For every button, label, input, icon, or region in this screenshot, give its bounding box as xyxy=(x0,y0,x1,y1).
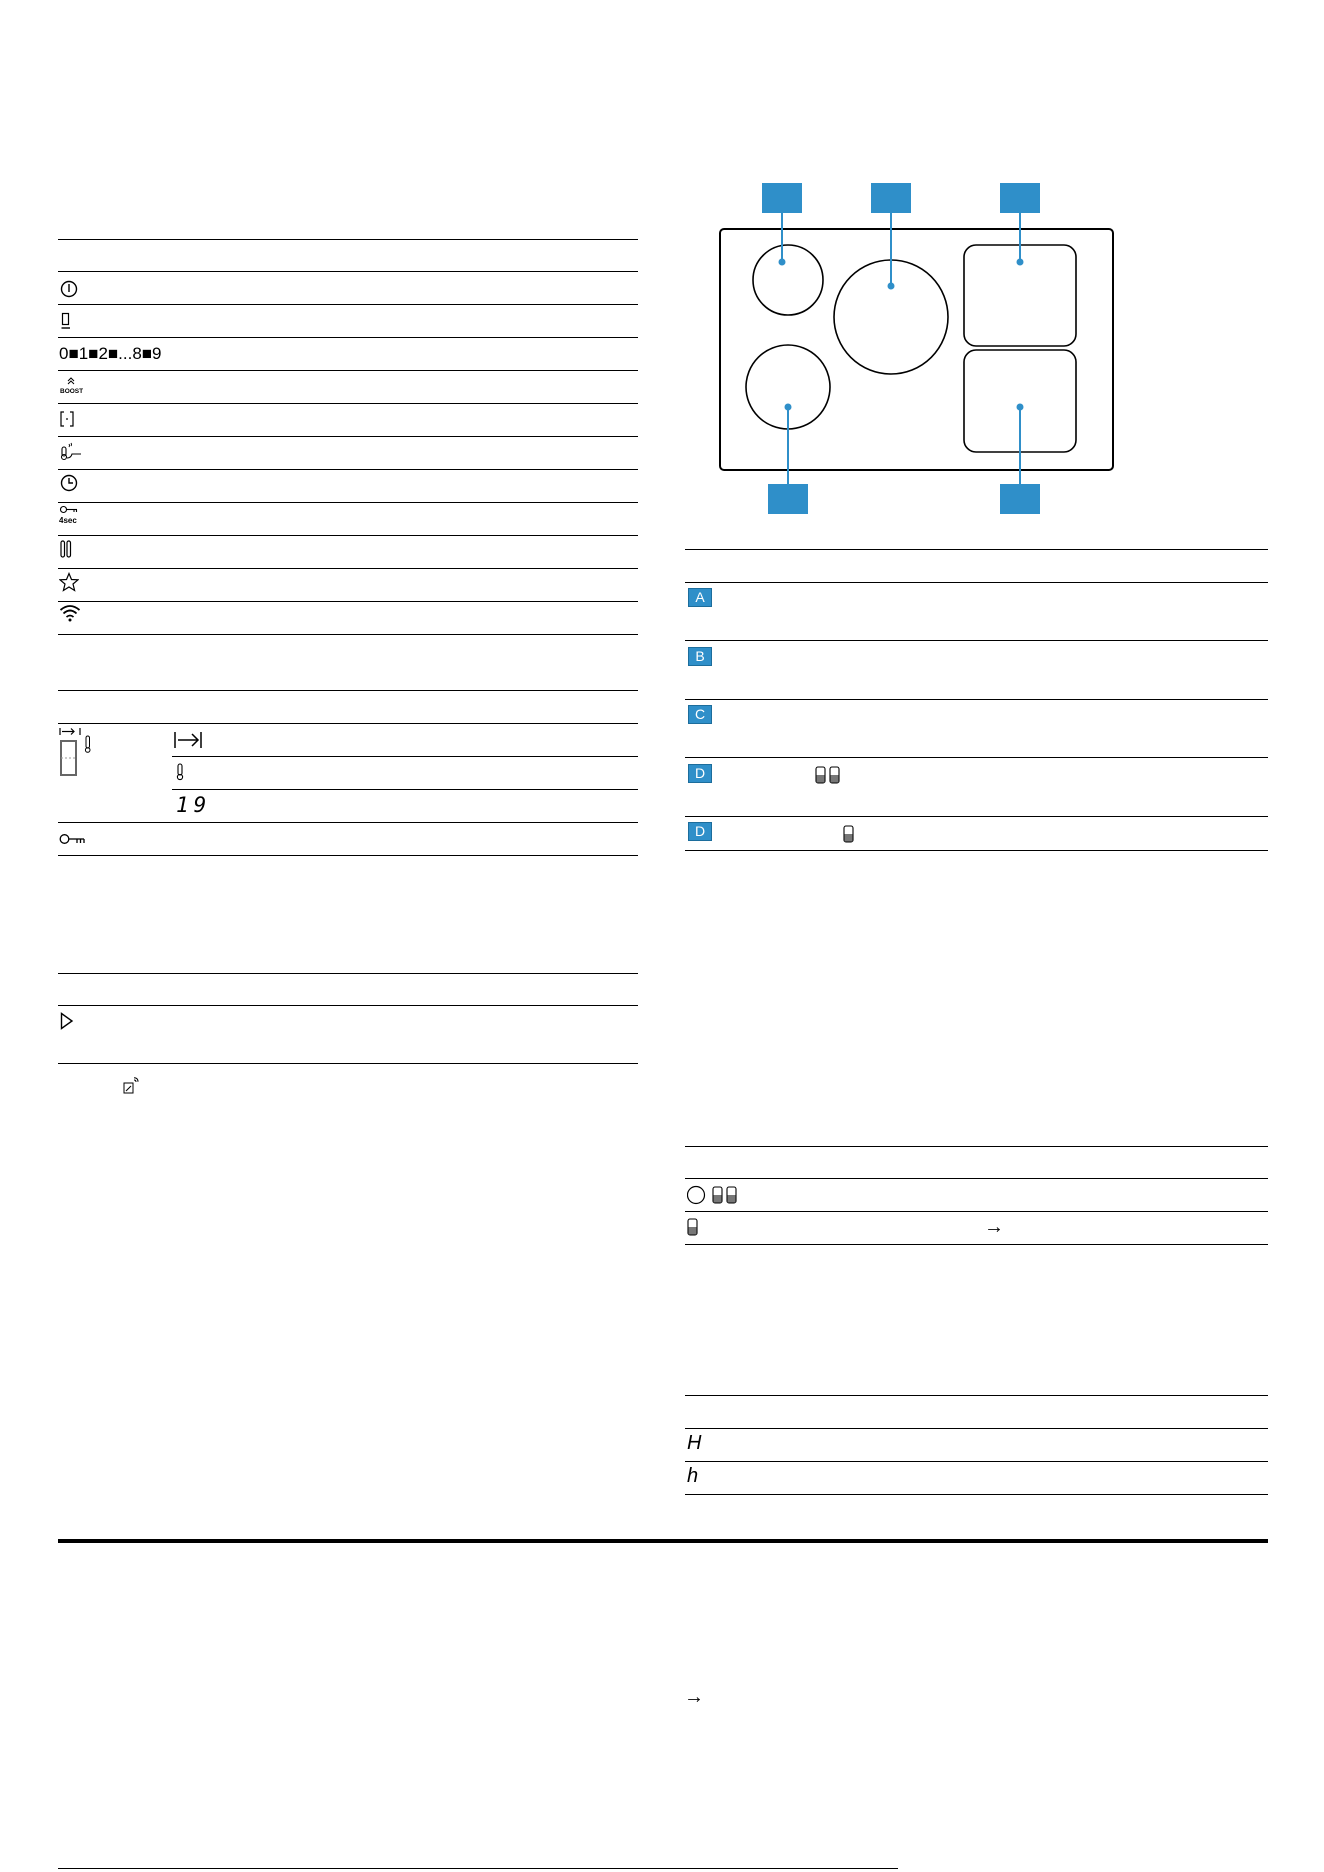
pause-icon xyxy=(60,540,72,558)
table-rule xyxy=(685,1428,1268,1429)
frying-sensor-icon xyxy=(59,441,83,461)
zone-label-d: D xyxy=(688,764,712,783)
table-rule xyxy=(685,582,1268,583)
table-rule xyxy=(58,690,638,691)
table-rule xyxy=(58,535,638,536)
zone-label-a: A xyxy=(688,588,712,607)
table-rule xyxy=(685,1146,1268,1147)
remote-start-icon xyxy=(122,1077,140,1095)
table-rule xyxy=(685,1244,1268,1245)
svg-text:4sec: 4sec xyxy=(59,516,77,525)
table-rule xyxy=(685,757,1268,758)
star-icon xyxy=(59,572,79,592)
zone-label-d-2: D xyxy=(688,822,712,841)
play-icon xyxy=(60,1012,74,1030)
zone-label-c: C xyxy=(688,705,712,724)
table-rule xyxy=(58,436,638,437)
arrow-right-bottom: → xyxy=(684,1686,704,1708)
power-level-symbols: 0■1■2■...8■9 xyxy=(59,344,162,363)
wifi-icon xyxy=(59,604,81,622)
table-rule xyxy=(58,1063,638,1064)
transfer-arrow-icon xyxy=(174,731,202,749)
zone-label-b: B xyxy=(688,647,712,666)
hob-diagram xyxy=(700,180,1120,520)
table-rule xyxy=(685,640,1268,641)
display-digit-19: 19 xyxy=(176,793,212,817)
combi-zone-icon xyxy=(60,411,74,427)
arrow-right: → xyxy=(984,1216,1004,1238)
table-rule xyxy=(58,1005,638,1006)
table-rule xyxy=(685,850,1268,851)
table-rule xyxy=(58,271,638,272)
table-rule xyxy=(58,855,638,856)
table-rule xyxy=(58,469,638,470)
key-4sec-icon xyxy=(59,505,83,527)
footer-rule xyxy=(58,1868,898,1869)
table-rule xyxy=(685,1461,1268,1462)
table-rule xyxy=(685,1494,1268,1495)
display-digit-icon xyxy=(59,727,99,779)
flex-single-icon xyxy=(687,1218,699,1236)
table-rule xyxy=(172,789,638,790)
thermometer-icon xyxy=(176,763,184,781)
table-rule xyxy=(685,1178,1268,1179)
table-rule xyxy=(58,568,638,569)
twin-flex-zone-icon xyxy=(815,766,841,784)
svg-text:BOOST: BOOST xyxy=(60,388,83,395)
flex-combined-icon xyxy=(687,1185,739,1205)
table-rule xyxy=(58,403,638,404)
key-icon xyxy=(59,832,85,846)
section-divider xyxy=(58,1539,1268,1543)
table-rule xyxy=(685,1395,1268,1396)
table-rule xyxy=(685,816,1268,817)
table-rule xyxy=(58,634,638,635)
table-rule xyxy=(58,304,638,305)
single-flex-zone-icon xyxy=(843,825,855,843)
table-rule xyxy=(685,549,1268,550)
residual-heat-low: h xyxy=(687,1465,699,1487)
table-rule xyxy=(58,502,638,503)
boost-icon xyxy=(59,377,83,395)
table-rule xyxy=(58,337,638,338)
segment-display-icon xyxy=(61,312,71,330)
table-rule xyxy=(58,239,638,240)
table-rule xyxy=(58,723,638,724)
table-rule xyxy=(58,822,638,823)
timer-icon xyxy=(60,474,78,492)
table-rule xyxy=(58,370,638,371)
table-rule xyxy=(172,756,638,757)
residual-heat-high: H xyxy=(687,1432,702,1454)
table-rule xyxy=(58,601,638,602)
table-rule xyxy=(58,973,638,974)
table-rule xyxy=(685,1211,1268,1212)
table-rule xyxy=(685,699,1268,700)
power-icon xyxy=(60,280,78,298)
